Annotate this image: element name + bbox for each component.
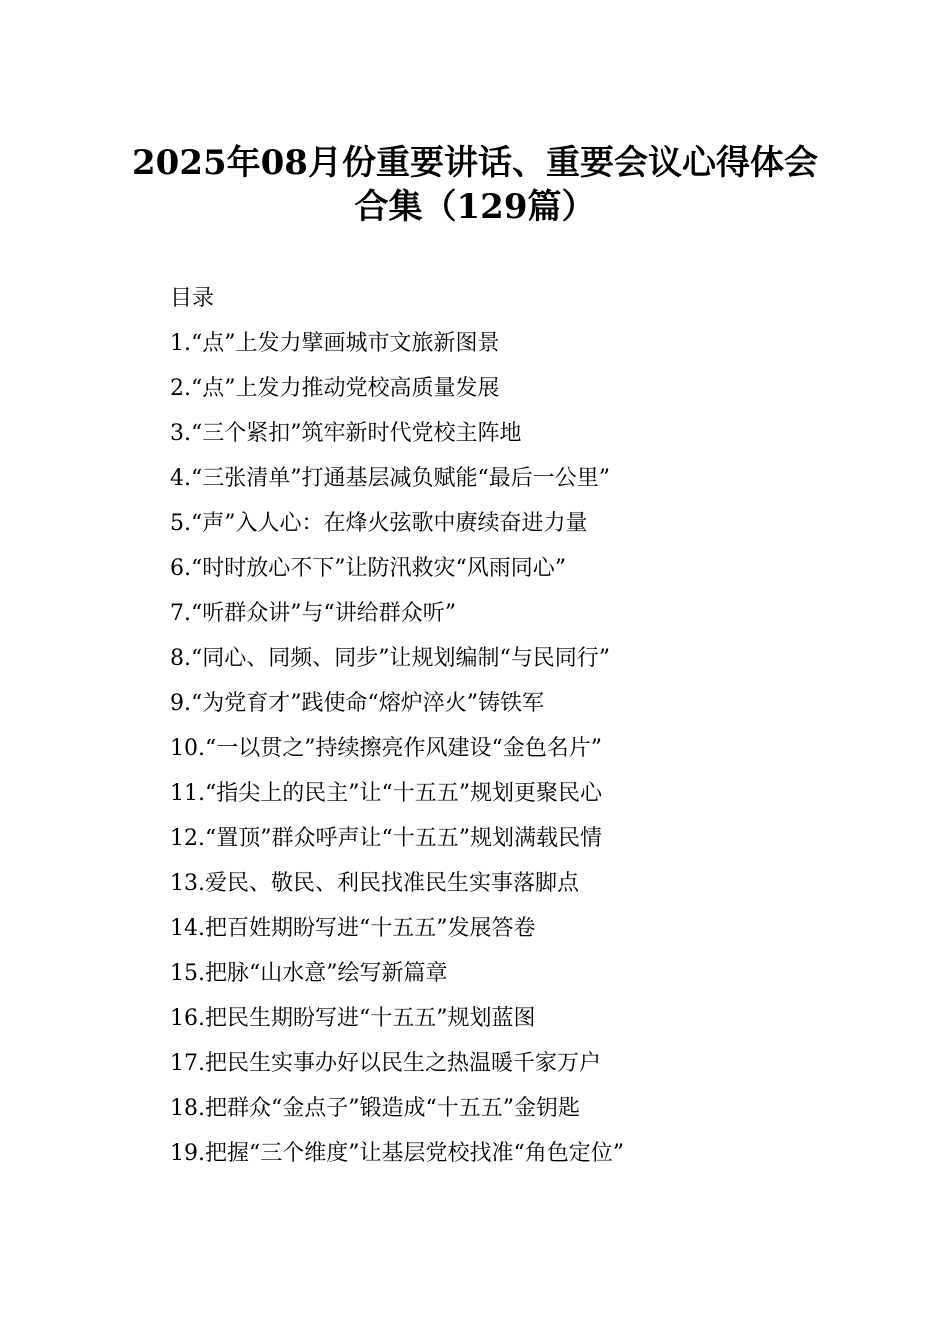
document-title-line-2: 合集（129篇）: [354, 187, 596, 227]
toc-item: 2.“点”上发力推动党校高质量发展: [170, 376, 500, 401]
toc-item: 13.爱民、敬民、利民找准民生实事落脚点: [170, 871, 579, 896]
toc-item: 19.把握“三个维度”让基层党校找准“角色定位”: [170, 1141, 624, 1166]
toc-item: 12.“置顶”群众呼声让“十五五”规划满载民情: [170, 826, 602, 851]
toc-item: 9.“为党育才”践使命“熔炉淬火”铸铁军: [170, 691, 544, 716]
toc-item: 11.“指尖上的民主”让“十五五”规划更聚民心: [170, 781, 602, 806]
toc-item: 4.“三张清单”打通基层减负赋能“最后一公里”: [170, 466, 610, 491]
toc-item: 8.“同心、同频、同步”让规划编制“与民同行”: [170, 646, 610, 671]
toc-item: 3.“三个紧扣”筑牢新时代党校主阵地: [170, 421, 522, 446]
toc-item: 18.把群众“金点子”锻造成“十五五”金钥匙: [170, 1096, 580, 1121]
toc-item: 14.把百姓期盼写进“十五五”发展答卷: [170, 916, 536, 941]
toc-item: 15.把脉“山水意”绘写新篇章: [170, 961, 448, 986]
toc-item: 7.“听群众讲”与“讲给群众听”: [170, 601, 456, 626]
toc-item: 6.“时时放心不下”让防汛救灾“风雨同心”: [170, 556, 566, 581]
toc-item: 10.“一以贯之”持续擦亮作风建设“金色名片”: [170, 736, 602, 761]
document-title-line-1: 2025年08月份重要讲话、重要会议心得体会: [132, 143, 818, 183]
table-of-contents: [170, 276, 890, 1176]
toc-item: 16.把民生期盼写进“十五五”规划蓝图: [170, 1006, 536, 1031]
toc-heading: 目录: [170, 286, 215, 311]
toc-item: 17.把民生实事办好以民生之热温暖千家万户: [170, 1051, 601, 1076]
toc-item: 1.“点”上发力擘画城市文旅新图景: [170, 331, 500, 356]
toc-item: 5.“声”入人心：在烽火弦歌中赓续奋进力量: [170, 511, 588, 536]
